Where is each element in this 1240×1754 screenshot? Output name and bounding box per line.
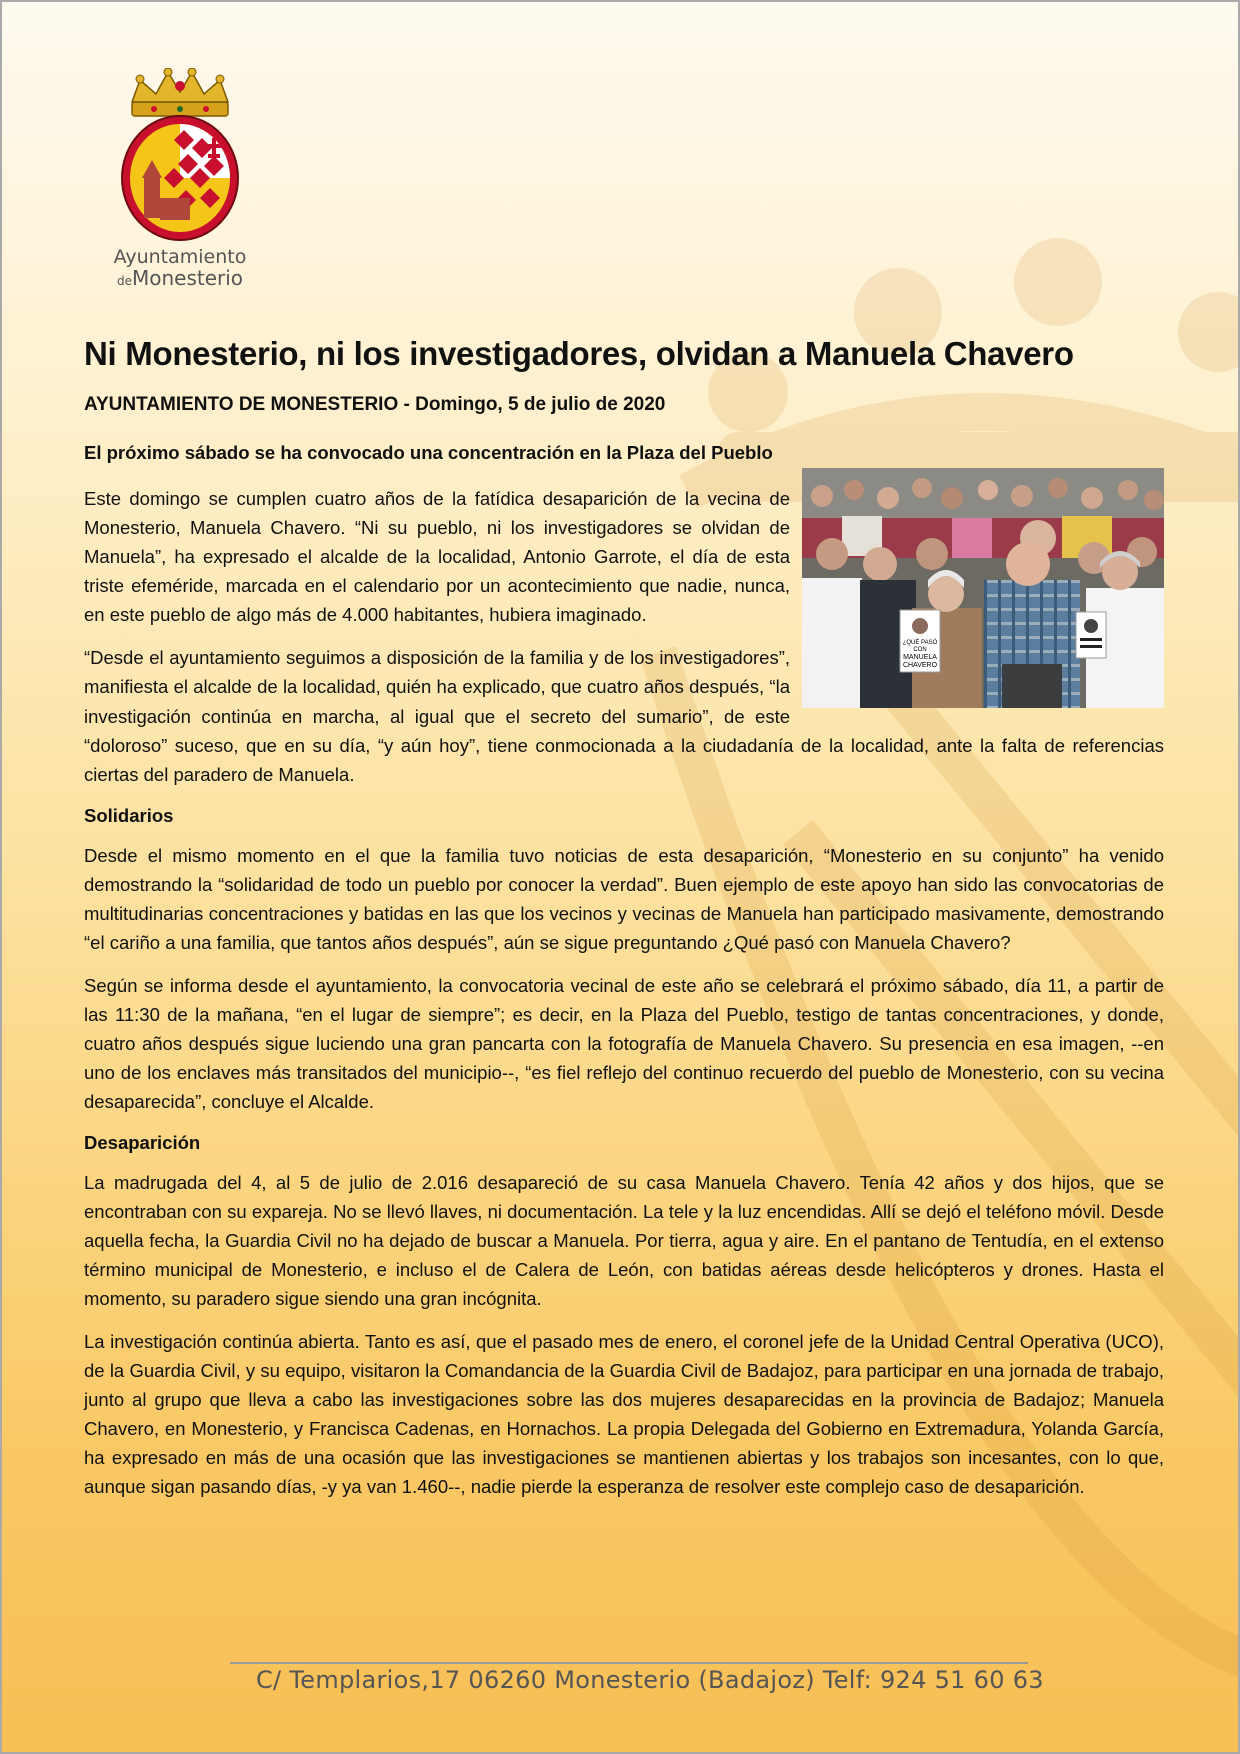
paragraph-2: “Desde el ayuntamiento seguimos a disposición de la familia y de los investigadores”, manifiesta el alcalde de la localidad, quién ha explicado, que cuatro años después, “la investigación continúa en marcha, al igual que el secreto del sumario”, de este “doloroso” suceso, que en su día, “y aún hoy”, tiene conmocionada a la ciudadanía de la localidad, ante la falta de referencias ciertas del paradero de Manuela.: [84, 647, 1164, 785]
footer-divider: [230, 1662, 1028, 1664]
paragraph-6: La investigación continúa abierta. Tanto es así, que el pasado mes de enero, el coronel jefe de la Unidad Central Operativa (UCO), de la Guardia Civil, y su equipo, visitaron la Comandancia de la Guardia Civil de Badajoz, para participar en una jornada de trabajo, junto al grupo que lleva a cabo las investigaciones sobre las dos mujeres desaparecidas en la provincia de Badajoz; Manuela Chavero, en Monesterio, y Francisca Cadenas, en Hornachos. La propia Delegada del Gobierno en Extremadura, Yolanda García, ha expresado en más de una ocasión que las investigaciones se mantienen abiertas y los trabajos son incesantes, con lo que, aunque sigan pasando días, -y ya van 1.460--, nadie pierde la esperanza de resolver este complejo caso de desaparición.: [84, 1331, 1164, 1498]
article-lead: El próximo sábado se ha convocado una concentración en la Plaza del Pueblo: [84, 442, 773, 464]
sign-line-3: MANUELA: [903, 654, 937, 662]
section-heading-solidarios: Solidarios: [84, 804, 174, 826]
paragraph-4: Según se informa desde el ayuntamiento, la convocatoria vecinal de este año se celebrará el próximo sábado, día 11, a partir de las 11:30 de la mañana, “en el lugar de siempre”; es decir, en la Plaza del Pueblo, testigo de tantas concentraciones, y donde, cuatro años después sigue luciendo una gran pancarta con la fotografía de Manuela Chavero. Su presencia en esa imagen, --en uno de los enclaves más transitados del municipio--, “es fiel reflejo del continuo recuerdo del pueblo de Monesterio, con su vecina desaparecida”, concluye el Alcalde.: [84, 974, 1164, 1112]
section-heading-desaparicion: Desaparición: [84, 1131, 201, 1153]
municipality-logo: [110, 68, 250, 289]
sign-line-4: CHAVERO: [902, 662, 938, 670]
logo-line-1: Ayuntamiento: [113, 246, 247, 268]
paragraph-5: La madrugada del 4, al 5 de julio de 2.016 desapareció de su casa Manuela Chavero. Tenía 42 años y dos hijos, que se encontraban con su expareja. No se llevó llaves, ni documentación. La tele y la luz encendidas. Allí se dejó el teléfono móvil. Desde aquella fecha, la Guardia Civil no ha dejado de buscar a Manuela. Por tierra, agua y aire. En el pantano de Tentudía, en el extenso término municipal de Monesterio, e incluso el de Calera de León, con batidas aéreas desde helicópteros y drones. Hasta el momento, su paradero sigue siendo una gran incógnita.: [84, 1171, 1164, 1310]
article-title: Ni Monesterio, ni los investigadores, olvidan a Manuela Chavero: [84, 335, 1074, 372]
logo-line-2-name: Monesterio: [131, 265, 244, 290]
footer-address: C/ Templarios,17 06260 Monesterio (Badajoz) Telf: 924 51 60 63: [256, 1666, 1044, 1694]
paragraph-1: Este domingo se cumplen cuatro años de la fatídica desaparición de la vecina de Monesterio, Manuela Chavero. “Ni su pueblo, ni los investigadores se olvidan de Manuela”, ha expresado el alcalde de la localidad, Antonio Garrote, el día de esta triste efeméride, marcada en el calendario por un acontecimiento que nadie, nunca, en este pueblo de algo más de 4.000 habitantes, hubiera imaginado.: [84, 488, 790, 626]
article-byline: AYUNTAMIENTO DE MONESTERIO - Domingo, 5 de julio de 2020: [84, 394, 666, 416]
sign-line-2: CON: [913, 647, 927, 654]
logo-line-2: [110, 265, 250, 290]
coat-of-arms-icon: [114, 68, 246, 244]
crowd-gathering-image-icon: [802, 468, 1164, 708]
paragraph-3: Desde el mismo momento en el que la familia tuvo noticias de esta desaparición, “Monesterio en su conjunto” ha venido demostrando la “solidaridad de todo un pueblo por conocer la verdad”. Buen ejemplo de este apoyo han sido las convocatorias de multitudinarias concentraciones y batidas en las que los vecinos y vecinas de Manuela han participado masivamente, demostrando “el cariño a una familia, que tantos años después”, aún se sigue preguntando ¿Qué pasó con Manuela Chavero?: [84, 844, 1164, 953]
article: [84, 336, 1164, 1501]
sign-line-1: ¿QUÉ PASÓ: [902, 640, 938, 647]
protest-sign: [900, 610, 940, 672]
logo-caption: [110, 248, 250, 289]
crowd-photo: [802, 468, 1164, 708]
logo-line-2-prefix: de: [116, 273, 132, 288]
